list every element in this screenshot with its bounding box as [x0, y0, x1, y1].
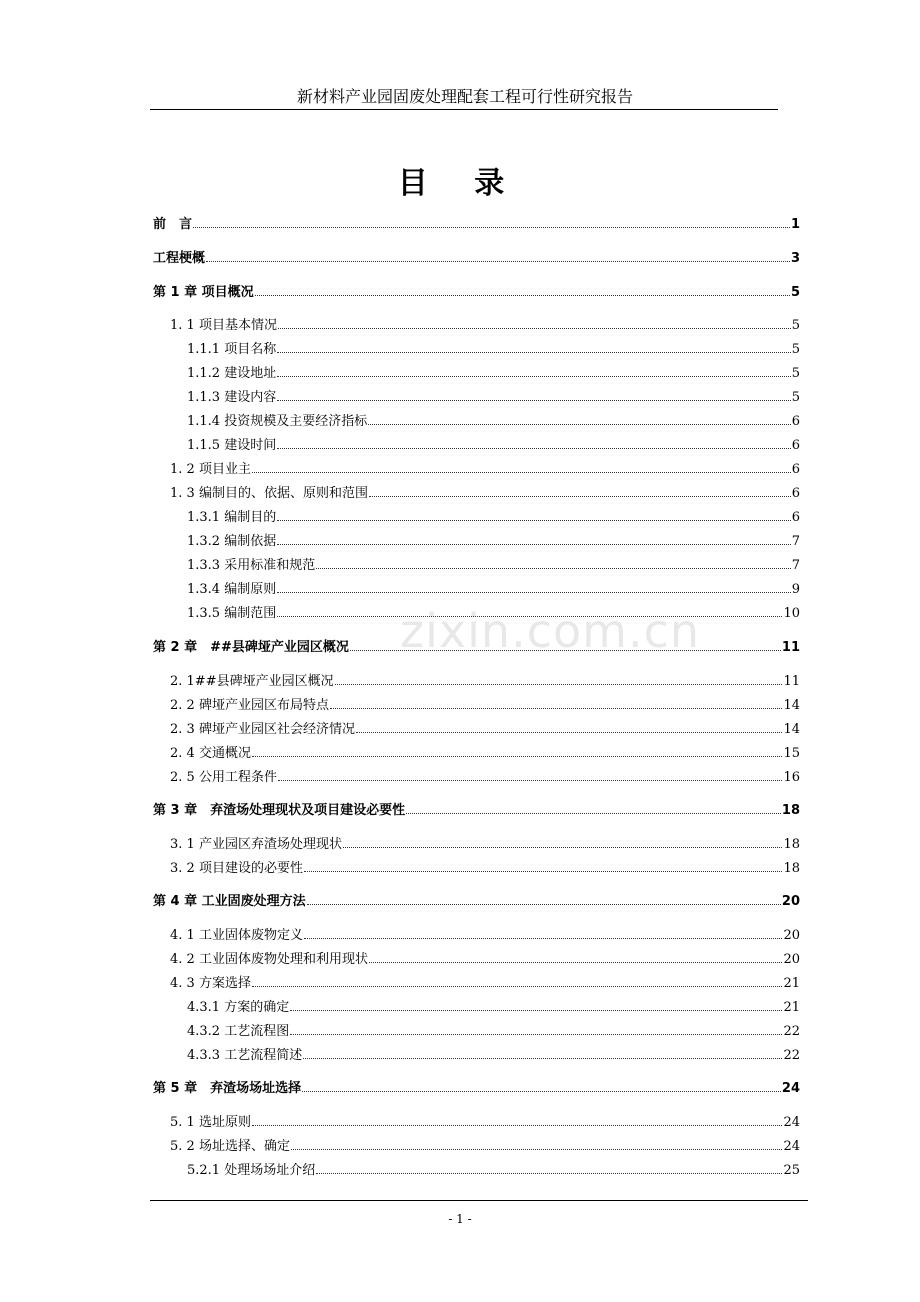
toc-leader-dots: [368, 410, 791, 425]
toc-entry[interactable]: [153, 636, 800, 656]
toc-entry-label: 1. 1 项目基本情况: [170, 318, 277, 333]
toc-entry-page: 20: [783, 952, 800, 967]
toc-leader-dots: [303, 1044, 782, 1059]
toc-entry[interactable]: [187, 602, 800, 622]
toc-entry-label: 第 2 章 ##县碑垭产业园区概况: [153, 640, 349, 655]
toc-entry-label: 4.3.2 工艺流程图: [187, 1024, 290, 1039]
toc-entry-label: 1.3.1 编制目的: [187, 510, 277, 525]
toc-entry[interactable]: [187, 506, 800, 526]
toc-entry[interactable]: [153, 247, 800, 267]
toc-leader-dots: [277, 338, 791, 353]
toc-entry-page: 5: [791, 366, 800, 381]
toc-entry-label: 第 1 章 项目概况: [153, 285, 254, 300]
toc-entry-page: 21: [783, 1000, 800, 1015]
toc-entry[interactable]: [187, 338, 800, 358]
toc-entry[interactable]: [187, 1044, 800, 1064]
toc-leader-dots: [277, 578, 791, 593]
toc-entry-page: 22: [783, 1048, 800, 1063]
toc-leader-dots: [316, 1159, 782, 1174]
toc-entry-label: 第 5 章 弃渣场场址选择: [153, 1081, 302, 1096]
toc-entry-page: 5: [791, 318, 800, 333]
toc-leader-dots: [304, 924, 783, 939]
toc-entry[interactable]: [187, 996, 800, 1016]
toc-entry-label: 4. 2 工业固体废物处理和利用现状: [170, 952, 368, 967]
toc-leader-dots: [252, 458, 791, 473]
toc-entry-label: 1.1.3 建设内容: [187, 390, 277, 405]
toc-entry-page: 20: [783, 928, 800, 943]
toc-entry[interactable]: [170, 1135, 800, 1155]
toc-entry-page: 25: [783, 1163, 800, 1178]
toc-entry-page: 10: [783, 606, 800, 621]
toc-leader-dots: [252, 972, 783, 987]
toc-leader-dots: [290, 1020, 782, 1035]
toc-entry[interactable]: [187, 530, 800, 550]
toc-entry-page: 6: [791, 414, 800, 429]
toc-entry-label: 1.1.5 建设时间: [187, 438, 277, 453]
toc-entry[interactable]: [170, 742, 800, 762]
toc-entry-page: 24: [781, 1081, 800, 1096]
toc-entry-label: 5.2.1 处理场场址介绍: [187, 1163, 316, 1178]
toc-entry-label: 4. 1 工业固体废物定义: [170, 928, 303, 943]
page-title: 目 录: [397, 166, 523, 201]
toc-entry[interactable]: [170, 833, 800, 853]
toc-entry[interactable]: [170, 924, 800, 944]
toc-entry[interactable]: [170, 670, 800, 690]
toc-entry-page: 18: [783, 861, 800, 876]
toc-entry-label: 第 4 章 工业固废处理方法: [153, 894, 306, 909]
toc-leader-dots: [316, 554, 791, 569]
toc-leader-dots: [307, 890, 781, 905]
toc-entry[interactable]: [170, 694, 800, 714]
toc-entry[interactable]: [153, 281, 800, 301]
toc-entry[interactable]: [170, 458, 800, 478]
toc-entry[interactable]: [153, 799, 800, 819]
toc-entry-page: 6: [791, 486, 800, 501]
toc-entry[interactable]: [187, 1159, 800, 1179]
toc-leader-dots: [290, 996, 782, 1011]
watermark: zixin.com.cn: [400, 604, 701, 658]
toc-leader-dots: [193, 213, 790, 228]
toc-entry-label: 3. 2 项目建设的必要性: [170, 861, 303, 876]
toc-entry-page: 3: [790, 251, 800, 266]
toc-entry-label: 1. 2 项目业主: [170, 462, 251, 477]
toc-entry-page: 16: [783, 770, 800, 785]
toc-entry-label: 1.1.1 项目名称: [187, 342, 277, 357]
toc-entry-page: 14: [783, 698, 800, 713]
toc-entry[interactable]: [170, 1111, 800, 1131]
toc-entry-page: 7: [791, 558, 800, 573]
toc-entry-page: 18: [783, 837, 800, 852]
toc-entry-label: 1.3.5 编制范围: [187, 606, 277, 621]
toc-entry-label: 5. 1 选址原则: [170, 1115, 251, 1130]
toc-leader-dots: [304, 857, 783, 872]
toc-entry-page: 24: [783, 1139, 800, 1154]
toc-entry-label: 2. 3 碑垭产业园区社会经济情况: [170, 722, 355, 737]
toc-leader-dots: [369, 948, 783, 963]
toc-leader-dots: [206, 247, 790, 262]
toc-entry-label: 2. 1##县碑垭产业园区概况: [170, 674, 334, 689]
toc-entry-page: 20: [781, 894, 800, 909]
toc-entry[interactable]: [153, 890, 800, 910]
toc-leader-dots: [330, 694, 783, 709]
toc-entry-page: 6: [791, 438, 800, 453]
toc-entry[interactable]: [187, 434, 800, 454]
toc-entry-page: 11: [781, 640, 800, 655]
toc-leader-dots: [277, 506, 791, 521]
toc-entry-page: 6: [791, 510, 800, 525]
toc-entry[interactable]: [170, 948, 800, 968]
toc-entry[interactable]: [153, 1077, 800, 1097]
running-header: 新材料产业园固废处理配套工程可行性研究报告: [296, 87, 633, 106]
toc-leader-dots: [406, 799, 781, 814]
toc-leader-dots: [277, 434, 791, 449]
toc-entry[interactable]: [187, 554, 800, 574]
toc-entry-label: 5. 2 场址选择、确定: [170, 1139, 290, 1154]
toc-leader-dots: [278, 314, 791, 329]
toc-entry-page: 9: [791, 582, 800, 597]
toc-entry[interactable]: [170, 482, 800, 502]
toc-entry-label: 4.3.1 方案的确定: [187, 1000, 290, 1015]
toc-entry-page: 15: [783, 746, 800, 761]
toc-entry-page: 1: [790, 217, 800, 232]
toc-entry-label: 2. 2 碑垭产业园区布局特点: [170, 698, 329, 713]
toc-leader-dots: [277, 362, 791, 377]
toc-leader-dots: [369, 482, 791, 497]
page-number: - 1 -: [448, 1212, 472, 1226]
footer-divider: [150, 1200, 808, 1201]
toc-entry[interactable]: [153, 213, 800, 233]
toc-leader-dots: [291, 1135, 783, 1150]
toc-leader-dots: [356, 718, 783, 733]
toc-leader-dots: [277, 602, 782, 617]
toc-entry-label: 工程梗概: [153, 251, 206, 266]
toc-entry[interactable]: [170, 857, 800, 877]
toc-leader-dots: [335, 670, 783, 685]
toc-leader-dots: [278, 766, 783, 781]
toc-entry-label: 1.3.2 编制依据: [187, 534, 277, 549]
toc-entry-page: 6: [791, 462, 800, 477]
toc-leader-dots: [252, 1111, 783, 1126]
toc-leader-dots: [343, 833, 783, 848]
toc-entry-page: 18: [781, 803, 800, 818]
toc-entry-label: 1.1.2 建设地址: [187, 366, 277, 381]
toc-entry-label: 2. 5 公用工程条件: [170, 770, 277, 785]
toc-leader-dots: [277, 530, 791, 545]
toc-entry-label: 3. 1 产业园区弃渣场处理现状: [170, 837, 342, 852]
toc-entry-page: 22: [783, 1024, 800, 1039]
toc-entry-label: 前 言: [153, 217, 193, 232]
toc-entry-label: 4.3.3 工艺流程简述: [187, 1048, 303, 1063]
toc-entry-page: 5: [791, 342, 800, 357]
toc-leader-dots: [252, 742, 783, 757]
toc-entry-page: 24: [783, 1115, 800, 1130]
toc-entry[interactable]: [187, 410, 800, 430]
toc-entry[interactable]: [170, 766, 800, 786]
toc-entry-label: 1.1.4 投资规模及主要经济指标: [187, 414, 368, 429]
toc-entry-page: 14: [783, 722, 800, 737]
toc-entry[interactable]: [187, 1020, 800, 1040]
toc-entry[interactable]: [187, 386, 800, 406]
toc-entry-page: 11: [783, 674, 800, 689]
header-divider: [150, 109, 778, 110]
toc-leader-dots: [255, 281, 790, 296]
toc-entry[interactable]: [170, 314, 800, 334]
toc-entry-page: 5: [790, 285, 800, 300]
toc-entry-page: 21: [783, 976, 800, 991]
toc-entry-label: 1.3.3 采用标准和规范: [187, 558, 316, 573]
toc-entry-label: 1.3.4 编制原则: [187, 582, 277, 597]
toc-entry[interactable]: [170, 718, 800, 738]
toc-entry[interactable]: [187, 578, 800, 598]
toc-leader-dots: [277, 386, 791, 401]
toc-entry-page: 5: [791, 390, 800, 405]
toc-entry-label: 2. 4 交通概况: [170, 746, 251, 761]
toc-leader-dots: [302, 1077, 781, 1092]
toc-entry-label: 第 3 章 弃渣场处理现状及项目建设必要性: [153, 803, 406, 818]
toc-leader-dots: [350, 636, 781, 651]
toc-entry-label: 4. 3 方案选择: [170, 976, 251, 991]
toc-entry-page: 7: [791, 534, 800, 549]
toc-entry-label: 1. 3 编制目的、依据、原则和范围: [170, 486, 368, 501]
toc-entry[interactable]: [170, 972, 800, 992]
toc-entry[interactable]: [187, 362, 800, 382]
